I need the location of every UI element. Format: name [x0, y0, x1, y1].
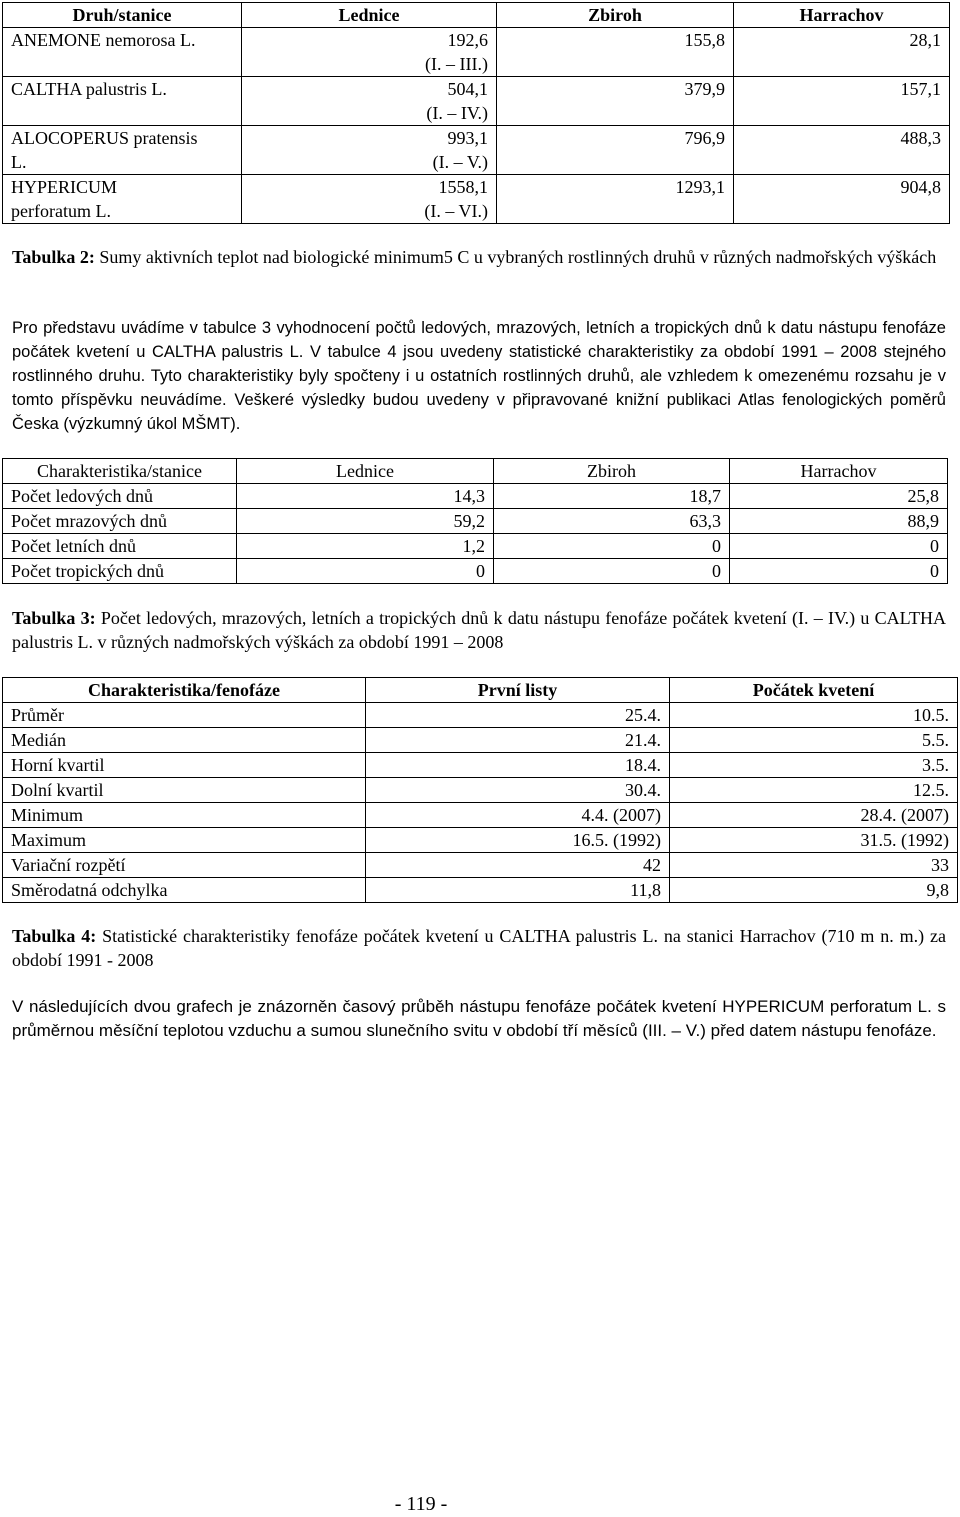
table-row: [3, 559, 948, 584]
header-cell: Charakteristika/stanice: [3, 459, 237, 484]
value-cell: 504,1 (I. – IV.): [242, 77, 497, 126]
value-cell: 157,1: [734, 77, 950, 126]
table-row: [3, 828, 958, 853]
value-cell: 10.5.: [670, 703, 958, 728]
table-row: [3, 803, 958, 828]
table4-caption: [12, 924, 946, 972]
value-cell: 9,8: [670, 878, 958, 903]
value-cell: 0: [730, 559, 948, 584]
label-cell: Dolní kvartil: [3, 778, 366, 803]
value-cell: 4.4. (2007): [366, 803, 670, 828]
value-cell: 3.5.: [670, 753, 958, 778]
caption-label: Tabulka 2:: [12, 247, 95, 267]
value-cell: 12.5.: [670, 778, 958, 803]
label-cell: Počet mrazových dnů: [3, 509, 237, 534]
value-cell: 993,1 (I. – V.): [242, 126, 497, 175]
header-cell: Charakteristika/fenofáze: [3, 678, 366, 703]
caption-text: Sumy aktivních teplot nad biologické minimum5 C u vybraných rostlinných druhů v různých nadmořských výškách: [94, 247, 937, 267]
header-cell: Druh/stanice: [3, 3, 242, 28]
header-cell: První listy: [366, 678, 670, 703]
value-cell: 31.5. (1992): [670, 828, 958, 853]
label-cell: Počet tropických dnů: [3, 559, 237, 584]
value-cell: 379,9: [497, 77, 734, 126]
species-cell: CALTHA palustris L.: [3, 77, 242, 126]
table2-caption: [12, 245, 946, 269]
label-cell: Počet letních dnů: [3, 534, 237, 559]
value-cell: 25.4.: [366, 703, 670, 728]
value-cell: 28,1: [734, 28, 950, 77]
table-row: [3, 509, 948, 534]
table-header-row: [3, 459, 948, 484]
table-statistics: [2, 677, 958, 903]
label-cell: Průměr: [3, 703, 366, 728]
caption-label: Tabulka 4:: [12, 926, 97, 946]
value-cell: 30.4.: [366, 778, 670, 803]
value-cell: 16.5. (1992): [366, 828, 670, 853]
table-row: [3, 77, 950, 126]
graphs-intro-paragraph: V následujících dvou grafech je znázorněn časový průběh nástupu fenofáze počátek kvetení HYPERICUM perforatum L. s průměrnou měsíční teplotou vzduchu a sumou slunečního svitu v období tří měsíců (III. – V.) před datem nástupu fenofáze.: [12, 997, 946, 1040]
table-row: [3, 28, 950, 77]
value-cell: 0: [730, 534, 948, 559]
table-day-counts: [2, 458, 948, 584]
table-row: [3, 484, 948, 509]
value-cell: 11,8: [366, 878, 670, 903]
table-header-row: [3, 3, 950, 28]
value-cell: 5.5.: [670, 728, 958, 753]
value-cell: 1,2: [237, 534, 494, 559]
value-cell: 18.4.: [366, 753, 670, 778]
value-cell: 25,8: [730, 484, 948, 509]
header-cell: Harrachov: [730, 459, 948, 484]
header-cell: Harrachov: [734, 3, 950, 28]
header-cell: Lednice: [237, 459, 494, 484]
value-cell: 0: [237, 559, 494, 584]
table-row: [3, 853, 958, 878]
value-cell: 42: [366, 853, 670, 878]
value-cell: 155,8: [497, 28, 734, 77]
value-cell: 33: [670, 853, 958, 878]
value-cell: 904,8: [734, 175, 950, 224]
label-cell: Medián: [3, 728, 366, 753]
label-cell: Minimum: [3, 803, 366, 828]
caption-text: Počet ledových, mrazových, letních a tropických dnů k datu nástupu fenofáze počátek kvetení (I. – IV.) u CALTHA palustris L. v různých nadmořských výškách za období 1991 – 2008: [12, 608, 946, 652]
table-row: [3, 703, 958, 728]
label-cell: Variační rozpětí: [3, 853, 366, 878]
species-cell: ALOCOPERUS pratensis L.: [3, 126, 242, 175]
value-cell: 0: [494, 534, 730, 559]
table-row: [3, 175, 950, 224]
table-row: [3, 878, 958, 903]
value-cell: 63,3: [494, 509, 730, 534]
table-header-row: [3, 678, 958, 703]
value-cell: 796,9: [497, 126, 734, 175]
value-cell: 88,9: [730, 509, 948, 534]
value-cell: 1293,1: [497, 175, 734, 224]
table-row: [3, 534, 948, 559]
table-row: [3, 778, 958, 803]
table-row: [3, 728, 958, 753]
caption-text: Statistické charakteristiky fenofáze počátek kvetení u CALTHA palustris L. na stanici Harrachov (710 m n. m.) za období 1991 - 2008: [12, 926, 946, 970]
header-cell: Počátek kvetení: [670, 678, 958, 703]
label-cell: Maximum: [3, 828, 366, 853]
value-cell: 28.4. (2007): [670, 803, 958, 828]
caption-label: Tabulka 3:: [12, 608, 96, 628]
value-cell: 59,2: [237, 509, 494, 534]
value-cell: 1558,1 (I. – VI.): [242, 175, 497, 224]
value-cell: 0: [494, 559, 730, 584]
header-cell: Lednice: [242, 3, 497, 28]
label-cell: Směrodatná odchylka: [3, 878, 366, 903]
species-cell: HYPERICUM perforatum L.: [3, 175, 242, 224]
table-temperature-sums: [2, 2, 950, 224]
value-cell: 488,3: [734, 126, 950, 175]
value-cell: 14,3: [237, 484, 494, 509]
value-cell: 192,6 (I. – III.): [242, 28, 497, 77]
label-cell: Horní kvartil: [3, 753, 366, 778]
intro-paragraph: Pro představu uvádíme v tabulce 3 vyhodnocení počtů ledových, mrazových, letních a tropických dnů k datu nástupu fenofáze počátek kvetení u CALTHA palustris L. V tabulce 4 jsou uvedeny statistické charakteristiky za období 1991 – 2008 stejného rostlinného druhu. Tyto charakteristiky byly spočteny i u ostatních rostlinných druhů, ale vzhledem k omezenému rozsahu je v tomto příspěvku neuvádíme. Veškeré výsledky budou uvedeny v připravované knižní publikaci Atlas fenologických poměrů Česka (výzkumný úkol MŠMT).: [12, 319, 946, 433]
page-number: - 119 -: [394, 1493, 448, 1515]
value-cell: 21.4.: [366, 728, 670, 753]
table3-caption: [12, 606, 946, 654]
table-row: [3, 753, 958, 778]
header-cell: Zbiroh: [494, 459, 730, 484]
label-cell: Počet ledových dnů: [3, 484, 237, 509]
table-row: [3, 126, 950, 175]
header-cell: Zbiroh: [497, 3, 734, 28]
value-cell: 18,7: [494, 484, 730, 509]
species-cell: ANEMONE nemorosa L.: [3, 28, 242, 77]
